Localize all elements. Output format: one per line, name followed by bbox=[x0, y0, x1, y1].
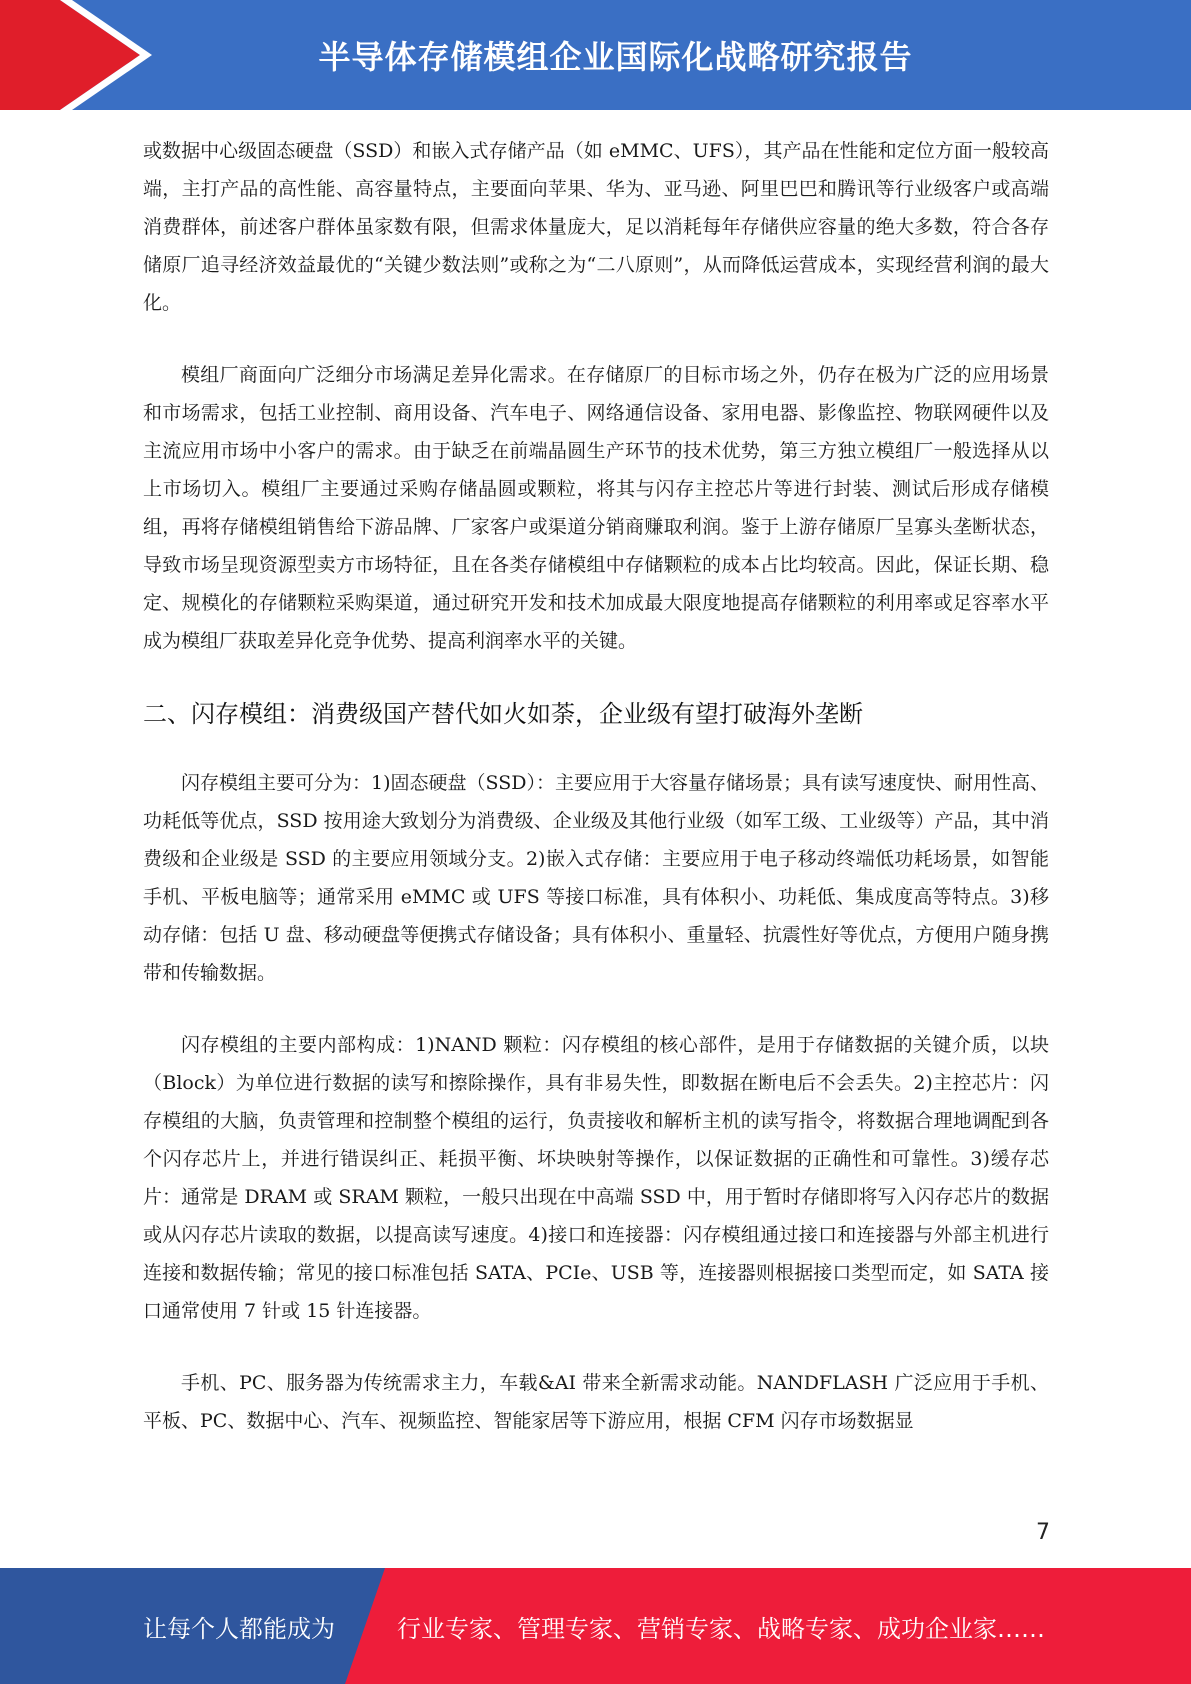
page-number: 7 bbox=[1036, 1520, 1050, 1545]
footer-slogan-right: 行业专家、管理专家、营销专家、战略专家、成功企业家…… bbox=[397, 1614, 1045, 1643]
page-footer bbox=[0, 1568, 1191, 1684]
header-chevron-graphic bbox=[0, 0, 160, 110]
paragraph: 闪存模组的主要内部构成：1)NAND 颗粒：闪存模组的核心部件，是用于存储数据的关键介质，以块（Block）为单位进行数据的读写和擦除操作，具有非易失性，即数据在断电后不会丢失。2)主控芯片：闪存模组的大脑，负责管理和控制整个模组的运行，负责接收和解析主机的读写指令，将数据合理地调配到各个闪存芯片上，并进行错误纠正、耗损平衡、坏块映射等操作，以保证数据的正确性和可靠性。3)缓存芯片：通常是 DRAM 或 SRAM 颗粒，一般只出现在中高端 SSD 中，用于暂时存储即将写入闪存芯片的数据或从闪存芯片读取的数据，以提高读写速度。4)接口和连接器：闪存模组通过接口和连接器与外部主机进行连接和数据传输；常见的接口标准包括 SATA、PCIe、USB 等，连接器则根据接口类型而定，如 SATA 接口通常使用 7 针或 15 针连接器。 bbox=[143, 1034, 1049, 1322]
paragraph: 模组厂商面向广泛细分市场满足差异化需求。在存储原厂的目标市场之外，仍存在极为广泛的应用场景和市场需求，包括工业控制、商用设备、汽车电子、网络通信设备、家用电器、影像监控、物联网硬件以及主流应用市场中小客户的需求。由于缺乏在前端晶圆生产环节的技术优势，第三方独立模组厂一般选择从以上市场切入。模组厂主要通过采购存储晶圆或颗粒，将其与闪存主控芯片等进行封装、测试后形成存储模组，再将存储模组销售给下游品牌、厂家客户或渠道分销商赚取利润。鉴于上游存储原厂呈寡头垄断状态，导致市场呈现资源型卖方市场特征，且在各类存储模组中存储颗粒的成本占比均较高。因此，保证长期、稳定、规模化的存储颗粒采购渠道，通过研究开发和技术加成最大限度地提高存储颗粒的利用率或足容率水平成为模组厂获取差异化竞争优势、提高利润率水平的关键。 bbox=[143, 364, 1049, 652]
paragraph: 或数据中心级固态硬盘（SSD）和嵌入式存储产品（如 eMMC、UFS），其产品在性能和定位方面一般较高端，主打产品的高性能、高容量特点，主要面向苹果、华为、亚马逊、阿里巴巴和腾讯等行业级客户或高端消费群体，前述客户群体虽家数有限，但需求体量庞大，足以消耗每年存储供应容量的绝大多数，符合各存储原厂追寻经济效益最优的“关键少数法则”或称之为“二八原则”，从而降低运营成本，实现经营利润的最大化。 bbox=[143, 140, 1049, 314]
paragraph: 闪存模组主要可分为：1)固态硬盘（SSD）：主要应用于大容量存储场景；具有读写速度快、耐用性高、功耗低等优点，SSD 按用途大致划分为消费级、企业级及其他行业级（如军工级、工业级等）产品，其中消费级和企业级是 SSD 的主要应用领域分支。2)嵌入式存储：主要应用于电子移动终端低功耗场景，如智能手机、平板电脑等；通常采用 eMMC 或 UFS 等接口标准，具有体积小、功耗低、集成度高等特点。3)移动存储：包括 U 盘、移动硬盘等便携式存储设备；具有体积小、重量轻、抗震性好等优点，方便用户随身携带和传输数据。 bbox=[143, 772, 1049, 984]
document-body bbox=[143, 132, 1049, 1474]
document-title: 半导体存储模组企业国际化战略研究报告 bbox=[318, 38, 913, 76]
footer-slogan-left: 让每个人都能成为 bbox=[143, 1614, 335, 1643]
page-header bbox=[0, 0, 1191, 110]
paragraph: 手机、PC、服务器为传统需求主力，车载&AI 带来全新需求动能。NANDFLASH 广泛应用于手机、平板、PC、数据中心、汽车、视频监控、智能家居等下游应用，根据 CFM 闪存市场数据显 bbox=[143, 1372, 1049, 1432]
section-heading: 二、闪存模组：消费级国产替代如火如荼，企业级有望打破海外垄断 bbox=[143, 700, 863, 728]
